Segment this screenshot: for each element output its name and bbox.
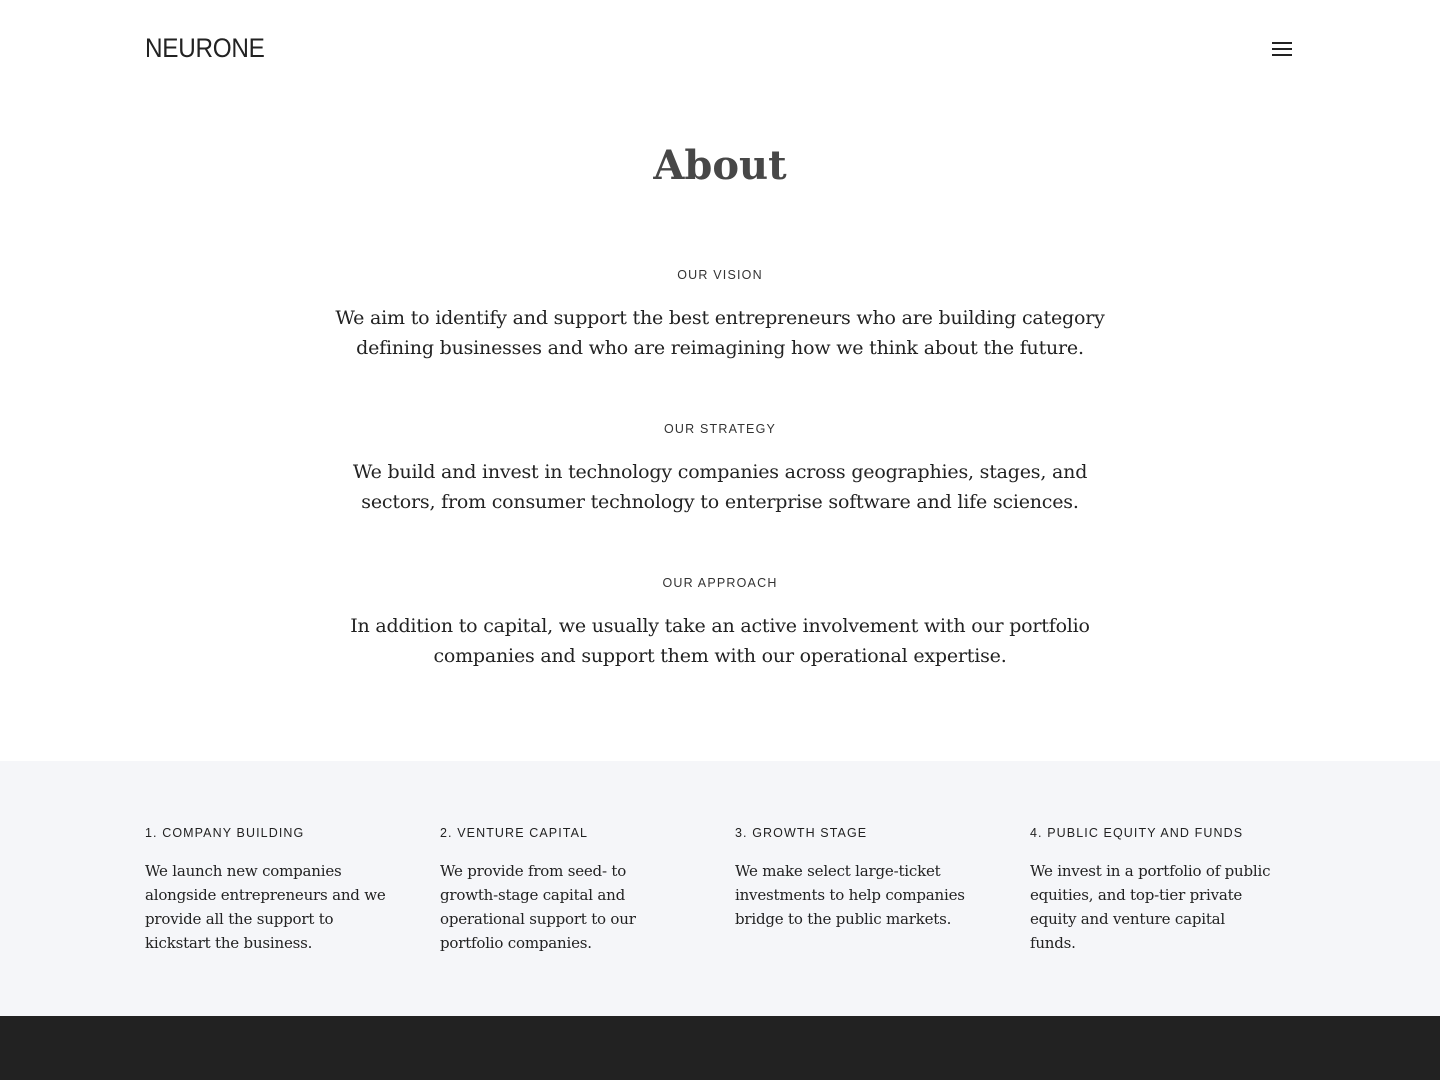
site-footer [0,1016,1440,1080]
approach-label: OUR APPROACH [662,576,778,590]
services-section [0,761,1440,1016]
site-logo[interactable]: NEURONE [145,33,265,63]
approach-text: In addition to capital, we usually take an active involvement with our portfolio companies and support them with our operational expertise. [350,615,1090,667]
strategy-section [330,421,1110,517]
hamburger-menu-icon [1272,54,1292,56]
page-title: About [653,142,787,189]
strategy-text: We build and invest in technology companies across geographies, stages, and sectors, from consumer technology to enterprise software and life sciences. [352,461,1088,513]
menu-button[interactable] [1268,36,1296,62]
strategy-label: OUR STRATEGY [663,422,777,436]
service-title: 3. GROWTH STAGE [735,826,868,840]
service-title: 1. COMPANY BUILDING [145,826,305,840]
vision-label: OUR VISION [677,268,763,282]
service-venture-capital [440,825,685,955]
hamburger-menu-icon [1272,48,1292,50]
service-growth-stage [735,825,980,931]
vision-section [330,267,1110,363]
service-company-building [145,825,390,955]
service-title: 4. PUBLIC EQUITY AND FUNDS [1030,826,1244,840]
service-public-equity-and-funds [1030,825,1275,955]
service-description: We invest in a portfolio of public equities, and top-tier private equity and venture capital funds. [1030,862,1271,952]
service-description: We launch new companies alongside entrepreneurs and we provide all the support to kickstart the business. [145,862,386,952]
site-header [0,0,1440,96]
service-description: We make select large-ticket investments to help companies bridge to the public markets. [735,862,965,928]
vision-text: We aim to identify and support the best entrepreneurs who are building category defining businesses and who are reimagining how we think about the future. [335,307,1105,359]
service-description: We provide from seed- to growth-stage capital and operational support to our portfolio companies. [440,862,636,952]
service-title: 2. VENTURE CAPITAL [440,826,589,840]
hamburger-menu-icon [1272,42,1292,44]
approach-section [330,575,1110,671]
